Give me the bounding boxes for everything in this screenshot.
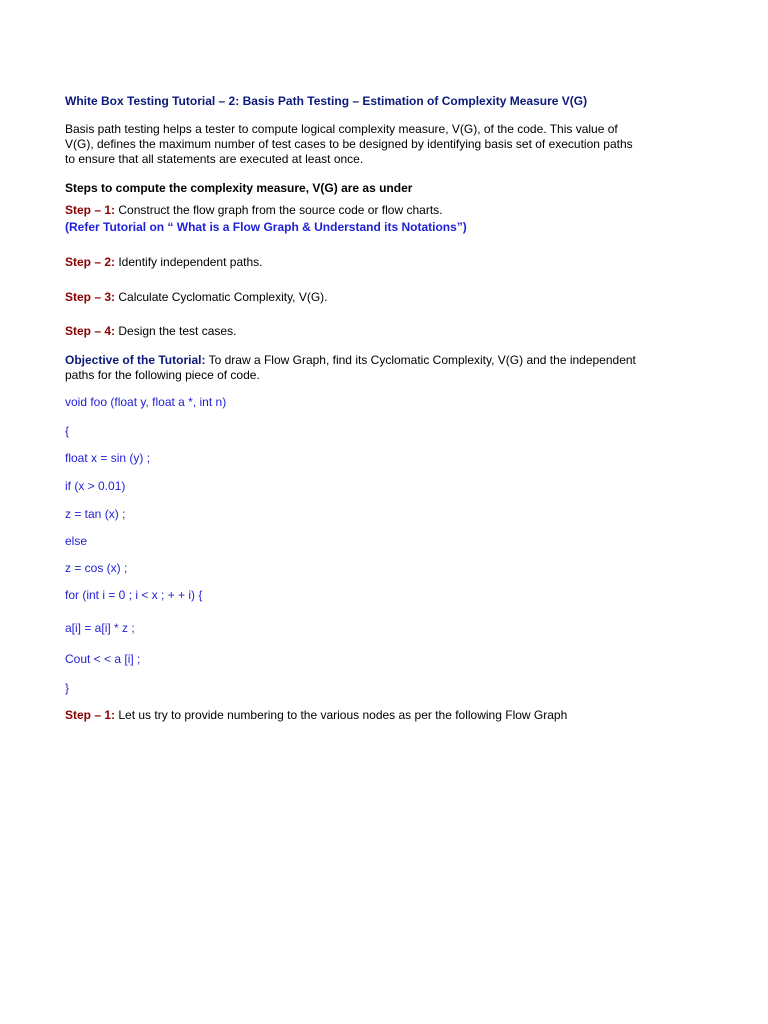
step-3-text: Calculate Cyclomatic Complexity, V(G). (115, 290, 328, 304)
step-1-text: Construct the flow graph from the source code or flow charts. (115, 203, 443, 217)
code-line: z = tan (x) ; (65, 507, 126, 521)
document-title: White Box Testing Tutorial – 2: Basis Path Testing – Estimation of Complexity Measure V(G) (65, 94, 588, 108)
code-line: else (65, 534, 88, 548)
step-4-text: Design the test cases. (115, 324, 237, 338)
code-line: Cout < < a [i] ; (65, 652, 141, 666)
code-line: for (int i = 0 ; i < x ; + + i) { (65, 588, 203, 602)
step-2-label: Step – 2: (65, 255, 116, 269)
step-3 (65, 290, 328, 305)
intro-line-2: V(G), defines the maximum number of test cases to be designed by identifying basis set of execution paths (65, 137, 633, 151)
code-line: float x = sin (y) ; (65, 451, 151, 465)
intro-line-1: Basis path testing helps a tester to compute logical complexity measure, V(G), of the code. This value of (65, 122, 618, 136)
code-line: void foo (float y, float a *, int n) (65, 395, 227, 409)
code-line: } (65, 681, 70, 695)
step-3-label: Step – 3: (65, 290, 116, 304)
step-4 (65, 324, 236, 339)
objective-text-1: To draw a Flow Graph, find its Cyclomatic Complexity, V(G) and the independent (205, 353, 636, 367)
code-line: if (x > 0.01) (65, 479, 126, 493)
step-2-text: Identify independent paths. (115, 255, 263, 269)
steps-heading: Steps to compute the complexity measure, V(G) are as under (65, 181, 413, 195)
step-2 (65, 255, 262, 270)
step-4-label: Step – 4: (65, 324, 116, 338)
objective-label: Objective of the Tutorial: (65, 353, 206, 367)
intro-line-3: to ensure that all statements are executed at least once. (65, 152, 364, 166)
code-line: a[i] = a[i] * z ; (65, 621, 135, 635)
reference-link[interactable]: (Refer Tutorial on “ What is a Flow Graph & Understand its Notations”) (65, 220, 467, 234)
code-line: z = cos (x) ; (65, 561, 128, 575)
final-step-label: Step – 1: (65, 708, 116, 722)
code-line: { (65, 424, 70, 438)
objective-line-1 (65, 353, 636, 368)
step-1 (65, 203, 443, 218)
final-step-text: Let us try to provide numbering to the various nodes as per the following Flow Graph (115, 708, 568, 722)
final-step (65, 708, 567, 723)
step-1-label: Step – 1: (65, 203, 116, 217)
objective-line-2: paths for the following piece of code. (65, 368, 260, 382)
